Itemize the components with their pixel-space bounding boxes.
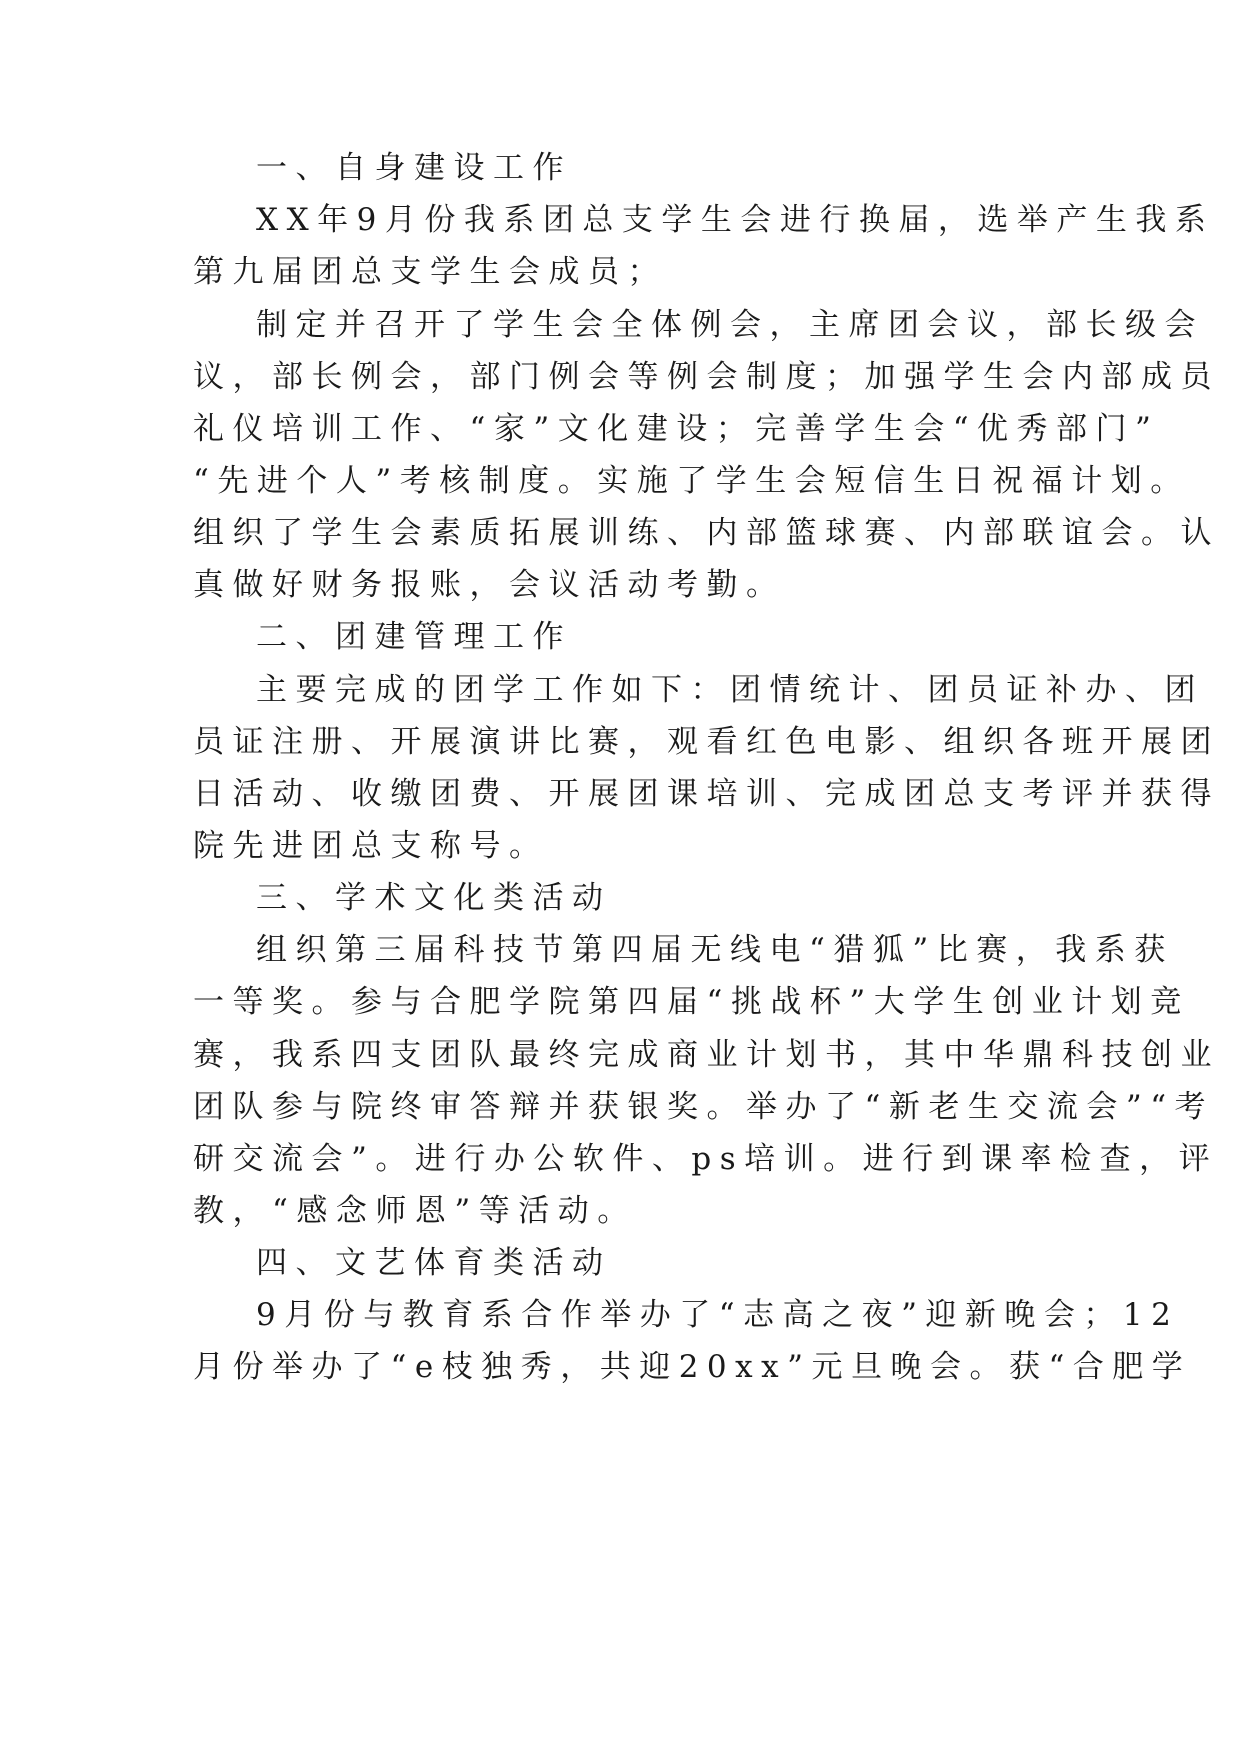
paragraph-line: “先进个人”考核制度。实施了学生会短信生日祝福计划。 <box>193 463 1190 499</box>
section-heading: 二、团建管理工作 <box>256 619 572 655</box>
paragraph-line: 主要完成的团学工作如下：团情统计、团员证补办、团 <box>256 672 1204 708</box>
paragraph-line: 一等奖。参与合肥学院第四届“挑战杯”大学生创业计划竞 <box>193 984 1190 1020</box>
paragraph-line: 真做好财务报账，会议活动考勤。 <box>193 567 786 603</box>
paragraph-line: 议，部长例会，部门例会等例会制度；加强学生会内部成员 <box>193 359 1220 395</box>
paragraph-line: 组织了学生会素质拓展训练、内部篮球赛、内部联谊会。认 <box>193 515 1220 551</box>
paragraph-line: 员证注册、开展演讲比赛，观看红色电影、组织各班开展团 <box>193 724 1220 760</box>
section-heading: 一、自身建设工作 <box>256 150 572 186</box>
paragraph-line: 9月份与教育系合作举办了“志高之夜”迎新晚会；12 <box>256 1297 1180 1333</box>
paragraph-line: 日活动、收缴团费、开展团课培训、完成团总支考评并获得 <box>193 776 1220 812</box>
section-heading: 四、文艺体育类活动 <box>256 1245 612 1281</box>
paragraph-line: 教，“感念师恩”等活动。 <box>193 1193 637 1229</box>
paragraph-line: 制定并召开了学生会全体例会，主席团会议，部长级会 <box>256 307 1204 343</box>
paragraph-line: 组织第三届科技节第四届无线电“猎狐”比赛，我系获 <box>256 932 1174 968</box>
paragraph-line: 研交流会”。进行办公软件、ps培训。进行到课率检查，评 <box>193 1141 1219 1177</box>
paragraph-line: 赛，我系四支团队最终完成商业计划书，其中华鼎科技创业 <box>193 1037 1220 1073</box>
paragraph-line: 院先进团总支称号。 <box>193 828 549 864</box>
paragraph-line: XX年9月份我系团总支学生会进行换届，选举产生我系 <box>256 202 1215 238</box>
paragraph-line: 礼仪培训工作、“家”文化建设；完善学生会“优秀部门” <box>193 411 1160 447</box>
paragraph-line: 月份举办了“e枝独秀，共迎20xx”元旦晚会。获“合肥学 <box>193 1349 1192 1385</box>
section-heading: 三、学术文化类活动 <box>256 880 612 916</box>
paragraph-line: 第九届团总支学生会成员； <box>193 254 667 290</box>
paragraph-line: 团队参与院终审答辩并获银奖。举办了“新老生交流会”“考 <box>193 1089 1215 1125</box>
